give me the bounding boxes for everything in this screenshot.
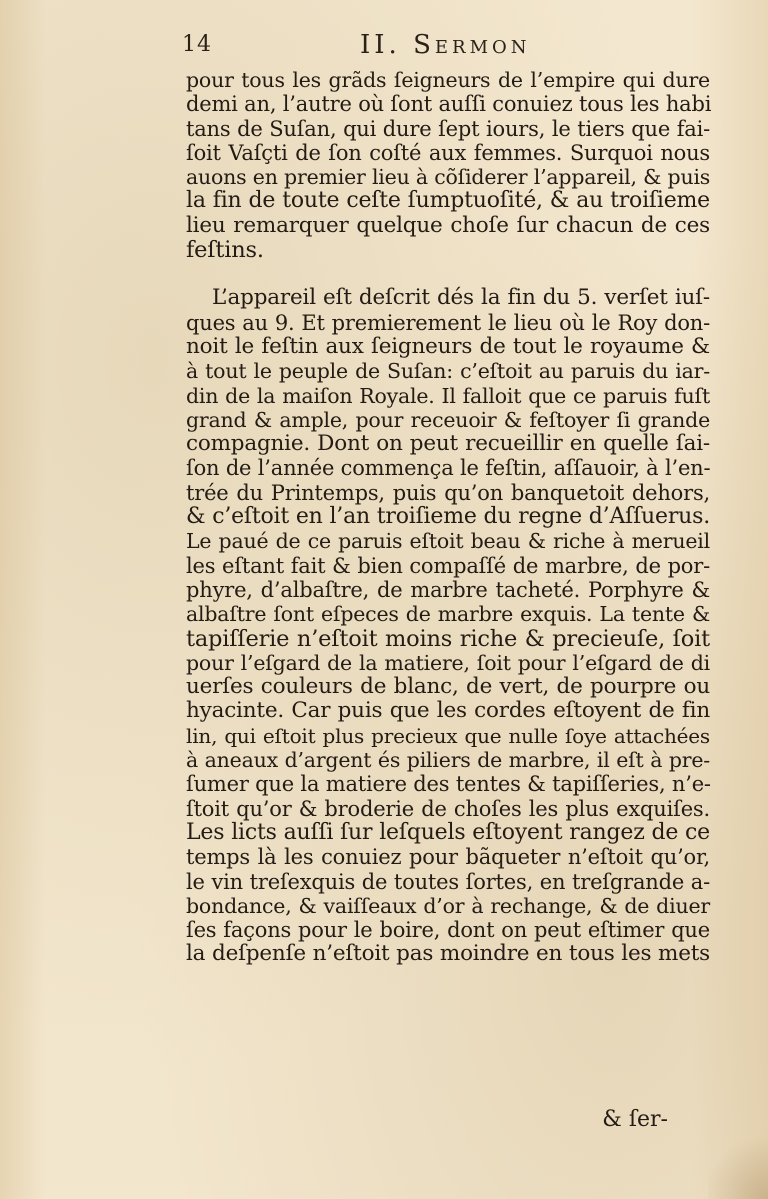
text-line: ſes façons pour le boire, dont on peut eſtimer que	[186, 918, 710, 943]
text-line: compagnie. Dont on peut recueillir en quelle ſai-	[186, 431, 710, 457]
page-stain	[708, 1129, 768, 1199]
text-line: ſtoit qu’or & broderie de choſes les plus exquiſes.	[186, 796, 710, 821]
text-line: Les licts auſſi ſur leſquels eſtoyent rangez de ce	[186, 819, 710, 845]
text-line: la fin de toute ceſte ſumptuoſité, & au troiſieme	[186, 188, 710, 214]
text-line: din de la maiſon Royale. Il falloit que ce paruis fuſt	[186, 383, 710, 408]
text-line: ſoit Vaſçti de ſon coſté aux femmes. Surquoi nous	[186, 140, 710, 165]
text-line: noit le feſtin aux ſeigneurs de tout le royaume &	[186, 333, 710, 359]
text-line: ſon de l’année commença le feſtin, aſſauoir, à l’en-	[186, 456, 711, 481]
text-line: hyacinte. Car puis que les cordes eſtoyent de fin	[186, 698, 710, 724]
text-line: bondance, & vaiſſeaux d’or à rechange, & de diuer	[186, 893, 710, 918]
text-line: à aneaux d’argent és piliers de marbre, il eſt à pre-	[186, 748, 710, 773]
text-line: pour l’eſgard de la matiere, ſoit pour l’eſgard de di	[186, 650, 710, 675]
text-line: temps là les conuiez pour bãqueter n’eſtoit qu’or,	[186, 845, 710, 870]
text-line: feſtins.	[186, 237, 264, 264]
text-line: uerſes couleurs de blanc, de vert, de pourpre ou	[186, 674, 710, 700]
text-line: demi an, l’autre où ſont auſſi conuiez tous les habi	[186, 92, 712, 117]
catchword: & ſer-	[602, 1107, 668, 1132]
running-title: II. Sermon	[360, 30, 531, 60]
text-line: L’appareil eſt deſcrit dés la fin du 5. verſet iuſ-	[212, 285, 710, 311]
text-line: à tout le peuple de Suſan: c’eſtoit au paruis du iar-	[186, 359, 710, 384]
text-line: lieu remarquer quelque choſe ſur chacun de ces	[186, 212, 710, 238]
text-line: & c’eſtoit en l’an troiſieme du regne d’Aſſuerus.	[186, 504, 710, 530]
text-line: ques au 9. Et premierement le lieu où le Roy don-	[186, 310, 710, 335]
text-line: les eſtant fait & bien compaſſé de marbre, de por-	[186, 553, 710, 578]
text-line: pour tous les grãds ſeigneurs de l’empire qui dure	[186, 68, 710, 92]
paragraph-break	[186, 262, 710, 286]
text-line: trée du Printemps, puis qu’on banquetoit dehors,	[186, 480, 710, 505]
text-line: tans de Suſan, qui dure ſept iours, le tiers que fai-	[186, 116, 710, 141]
text-line: phyre, d’albaſtre, de marbre tacheté. Porphyre &	[186, 577, 710, 602]
text-line: ſumer que la matiere des tentes & tapiſſeries, n’e-	[186, 772, 711, 797]
text-line: lin, qui eſtoit plus precieux que nulle ſoye attachées	[186, 723, 710, 748]
body-text	[186, 68, 710, 967]
text-line: Le paué de ce paruis eſtoit beau & riche à merueil	[186, 529, 710, 554]
text-line: la deſpenſe n’eſtoit pas moindre en tous les mets	[186, 941, 710, 967]
text-line: auons en premier lieu à cõſiderer l’appareil, & puis	[186, 165, 711, 190]
text-line: tapiſſerie n’eſtoit moins riche & precieuſe, ſoit	[186, 625, 710, 652]
text-line: grand & ample, pour receuoir & feſtoyer ſi grande	[186, 407, 710, 432]
text-line: albaſtre ſont eſpeces de marbre exquis. La tente &	[186, 602, 710, 627]
page-number: 14	[182, 32, 212, 57]
text-line: le vin treſexquis de toutes ſortes, en treſgrande a-	[186, 869, 710, 894]
page-header	[182, 30, 722, 64]
